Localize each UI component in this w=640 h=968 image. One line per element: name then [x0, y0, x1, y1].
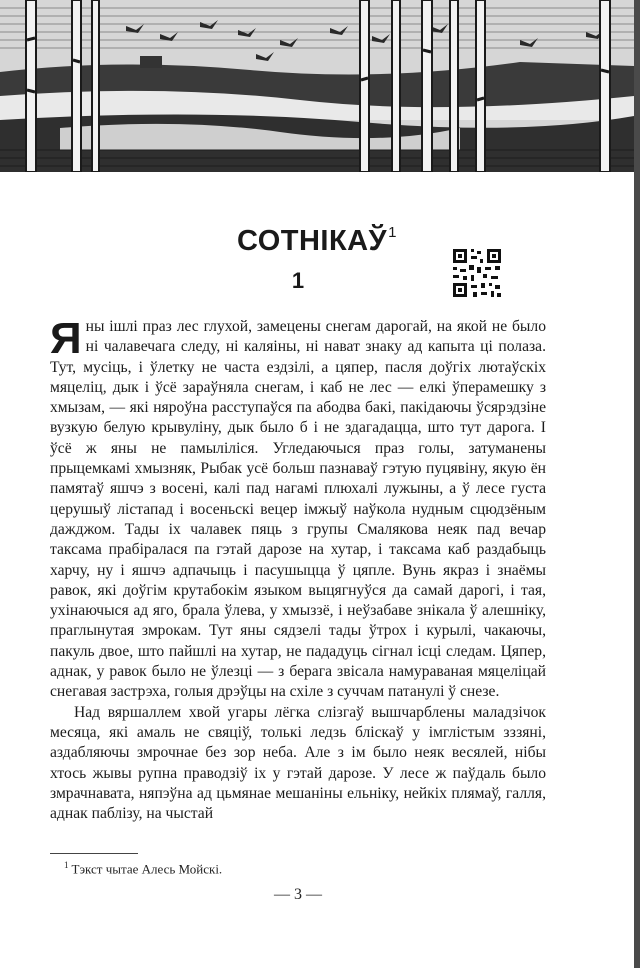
footnote-mark: 1 [64, 860, 69, 870]
section-number: 1 [291, 268, 305, 293]
chapter-title-text: СОТНІКАЎ [236, 225, 388, 258]
chapter-title [0, 225, 634, 258]
chapter-title-footnote-mark: 1 [388, 224, 398, 242]
page-number: — 3 — [274, 886, 322, 903]
paragraph-2: Над вяршаллем хвой угары лёгка слізгаў вышчарблены маладзічок месяца, які амаль не свяціў, толькі ледзь бліскаў у імглістым зззяні, аздабляючы змрочнае без зор неба. Але з ім было неяк весялей, нібы хтось жывы рупна праводзіў іх у гэтай дарозе. У лесе ж паўдаль было змрачнавата, няпэўна ад цьмянае мешаніны ельніку, нейкіх плямаў, галля, аднак паблізу, на чыстай [50, 703, 546, 823]
body-text [50, 314, 546, 824]
qr-code-icon[interactable] [451, 247, 503, 299]
drop-cap: Я [50, 314, 82, 363]
winter-landscape-woodcut [0, 0, 634, 172]
footnote-text: Тэкст чытае Алесь Мойскі. [71, 861, 223, 877]
footnote-divider [50, 853, 138, 854]
footnote [64, 860, 222, 877]
paragraph-1-text: ны ішлі праз лес глухой, замецены снегам дарогай, на якой не было ні чалавечага следу, ні каляіны, ні нават знаку ад капыта ці полаза. Тут, мусіць, і ўлетку не часта ездзілі, а цяпер, пасля доўгіх лютаўскіх мяцеліц, дык і ўсё зараўняла снегам, і каб не лес — елкі ўперамешку з хмызам, — які няроўна расступаўся па абодва бакі, пакідаючы ўсярэдзіне вузкую белую крывуліну, дык было б і не здагадацца, што тут дарога. І ўсё ж яны не памыліліся. Угледаючыся праз голы, затуманены прыцемкамі хмызняк, Рыбак усё больш пазнаваў гэтую пуцявіну, якую ён памятаў яшчэ з восені, калі пад нагамі плюхалі лужыны, а ў лесе густа церушыў лістапад і восеньскі вецер імжыў наўкола нудным сцюдзёным дажджом. Тады іх чалавек пяць з групы Смалякова неяк пад вечар таксама прабіралася па гэтай дарозе на хутар, і таксама каб раздабыць харчу, ну і яшчэ адпачыць і пасушыцца ў цяпле. Вунь якраз і знаёмы равок, які доўгім крутабокім языком выцягнуўся да самай дарогі, і тая, ухінаючыся ад яго, брала ўлева, у хмыззё, і неўзабаве знікала ў алешніку, праглынутая змрокам. Тут яны сядзелі тады ўтрох і курылі, чакаючы, пакуль двое, што пайшлі на хутар, не пададуць сігнал ісці следам. Цяпер, аднак, у равок было не ўлезці — з берага звісала намураваная мяцеліцай снегавая застрэха, голыя дрэўцы на схіле з суччам патанулі ў снезе. [50, 318, 546, 701]
paragraph-1 [50, 314, 546, 703]
header-illustration [0, 0, 634, 172]
